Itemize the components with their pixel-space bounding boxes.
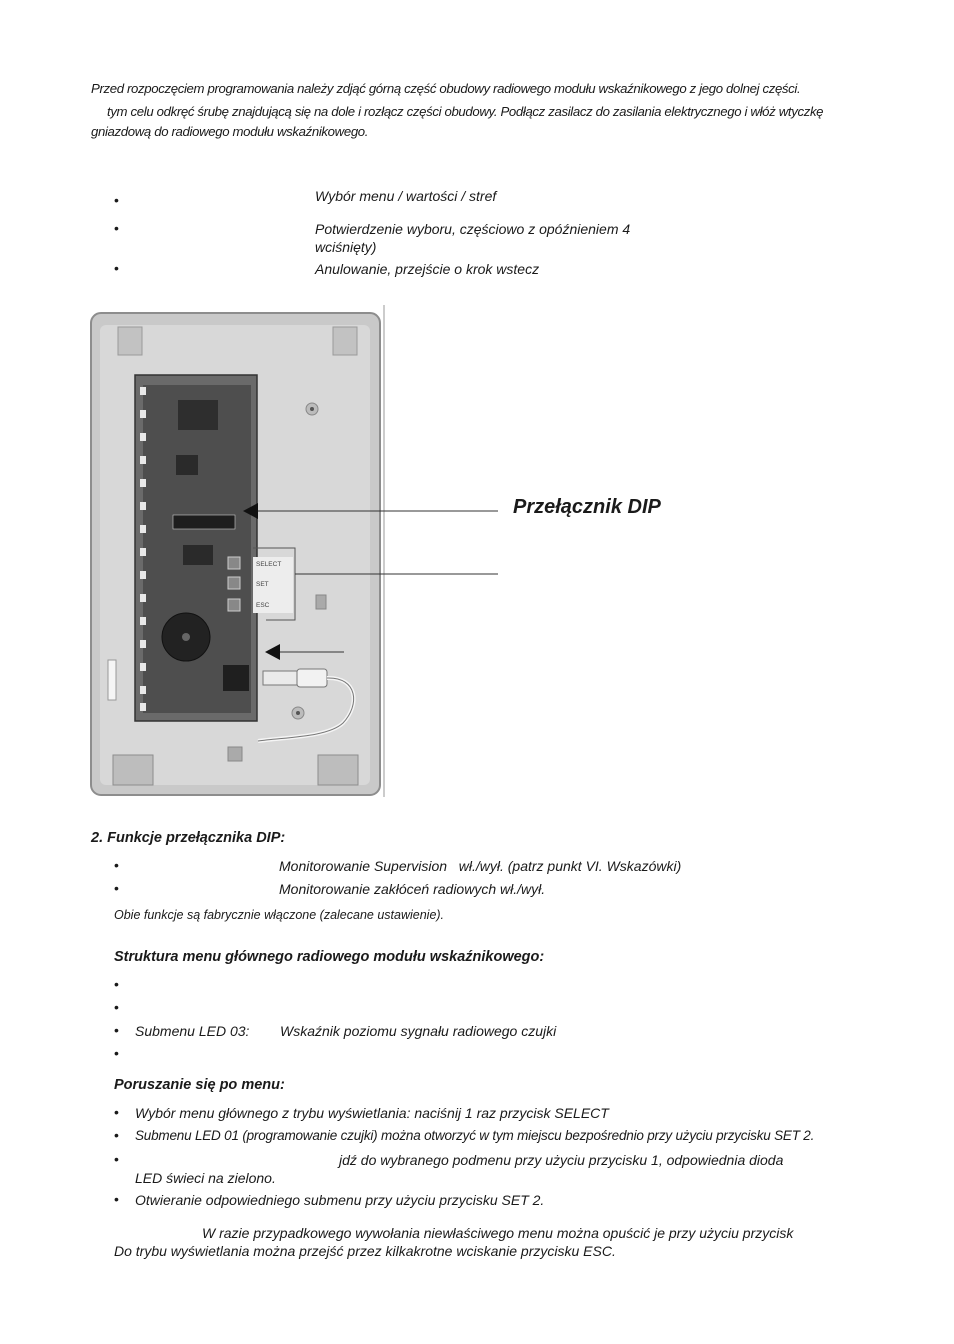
intro-line-2: tym celu odkręć śrubę znajdującą się na dole i rozłącz części obudowy. Podłącz zasilacz do zasilania elektrycznego i włóż wtyczkę — [107, 103, 824, 119]
bullet: • — [114, 976, 119, 992]
bullet: • — [114, 1127, 119, 1143]
set-function-text-cont: wciśnięty) — [315, 239, 377, 255]
dip-section-title: 2. Funkcje przełącznika DIP: — [91, 830, 286, 846]
bullet: • — [114, 880, 119, 896]
navigation-title: Poruszanie się po menu: — [114, 1077, 285, 1093]
esc-function-text: Anulowanie, przejście o krok wstecz — [315, 261, 540, 277]
menu-structure-title: Struktura menu głównego radiowego modułu wskaźnikowego: — [114, 949, 545, 965]
bullet: • — [114, 192, 119, 208]
bullet: • — [114, 1151, 119, 1167]
dip-item-2: Monitorowanie zakłóceń radiowych wł./wył. — [279, 881, 546, 897]
submenu-led-03-label: Submenu LED 03: — [135, 1023, 250, 1039]
bullet: • — [114, 1191, 119, 1207]
nav-item-2: Submenu LED 01 (programowanie czujki) można otworzyć w tym miejscu bezpośrednio przy użyciu przycisku SET 2. — [135, 1128, 815, 1143]
footer-line-1: W razie przypadkowego wywołania niewłaściwego menu można opuścić je przy użyciu przycisk — [202, 1225, 794, 1241]
nav-item-1: Wybór menu głównego z trybu wyświetlania: naciśnij 1 raz przycisk SELECT — [135, 1105, 609, 1121]
intro-line-3: gniazdową do radiowego modułu wskaźnikowego. — [91, 124, 369, 139]
nav-item-3: jdź do wybranego podmenu przy użyciu przycisku 1, odpowiednia dioda — [339, 1152, 784, 1168]
pcb-label-esc: ESC — [256, 602, 270, 609]
bullet: • — [114, 1045, 119, 1061]
bullet: • — [114, 1104, 119, 1120]
select-function-text: Wybór menu / wartości / stref — [315, 188, 497, 204]
bullet: • — [114, 260, 119, 276]
pcb-label-select: SELECT — [256, 561, 282, 568]
set-function-text: Potwierdzenie wyboru, częściowo z opóźnieniem 4 — [315, 221, 631, 237]
nav-item-4: Otwieranie odpowiedniego submenu przy użyciu przycisku SET 2. — [135, 1192, 545, 1208]
dip-item-1: Monitorowanie Supervision wł./wył. (patrz punkt VI. Wskazówki) — [279, 858, 682, 874]
bullet: • — [114, 857, 119, 873]
intro-paragraph — [91, 78, 891, 144]
pcb-label-set: SET — [256, 581, 269, 588]
dip-note: Obie funkcje są fabrycznie włączone (zalecane ustawienie). — [114, 908, 445, 922]
nav-item-3-cont: LED świeci na zielono. — [135, 1170, 276, 1186]
bullet: • — [114, 999, 119, 1015]
footer-line-2: Do trybu wyświetlania można przejść przez kilkakrotne wciskanie przycisku ESC. — [114, 1243, 616, 1259]
submenu-led-03-text: Wskaźnik poziomu sygnału radiowego czujki — [280, 1023, 557, 1039]
intro-line-1: Przed rozpoczęciem programowania należy zdjąć górną część obudowy radiowego modułu wskaźnikowego z jego dolnej części. — [91, 81, 801, 96]
bullet: • — [114, 220, 119, 236]
device-photo — [88, 305, 508, 800]
bullet: • — [114, 1022, 119, 1038]
dip-switch-label: Przełącznik DIP — [513, 496, 661, 518]
